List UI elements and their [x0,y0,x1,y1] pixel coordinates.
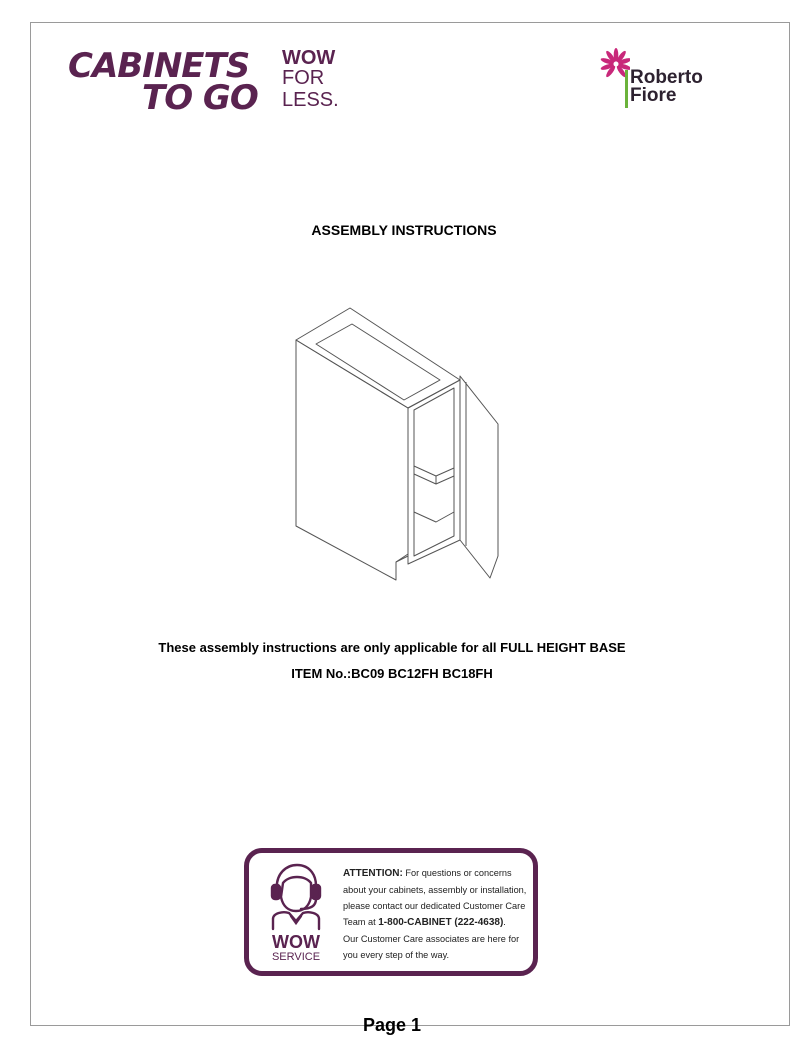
logo-tag-3: LESS. [282,89,339,111]
service-text: SERVICE [271,951,321,963]
attention-label: ATTENTION: [343,868,403,879]
attention-line-2: about your cabinets, assembly or installation, [343,885,527,895]
headset-agent-icon [259,861,333,931]
customer-care-box [244,848,538,976]
cabinet-illustration [290,306,505,582]
attention-message [343,865,535,963]
flower-icon [600,48,630,112]
attention-line-5: Our Customer Care associates are here for [343,934,520,944]
fiore-text: Fiore [630,85,677,106]
attention-line-4-post: . [503,917,506,927]
page-title: ASSEMBLY INSTRUCTIONS [311,222,497,238]
cabinets-to-go-logo [68,46,358,118]
item-numbers: ITEM No.:BC09 BC12FH BC18FH [291,666,493,681]
wow-text: WOW [272,932,320,952]
applicability-note: These assembly instructions are only applicable for all FULL HEIGHT BASE [158,640,626,655]
logo-line-2: TO GO [142,78,258,118]
attention-line-6: you every step of the way. [343,950,450,960]
logo-tag-2: FOR [282,67,325,89]
page-number: Page 1 [362,1015,422,1035]
support-agent-badge [259,861,333,967]
phone-number: 1-800-CABINET (222-4638) [378,917,504,928]
attention-line-4-pre: Team at [343,917,379,927]
logo-tag-1: WOW [282,47,336,69]
attention-line-1: For questions or concerns [402,868,512,878]
attention-line-3: please contact our dedicated Customer Care [343,901,526,911]
roberto-text: Roberto [630,67,703,88]
logo-line-1: CABINETS [68,46,250,86]
roberto-fiore-logo [600,48,715,114]
